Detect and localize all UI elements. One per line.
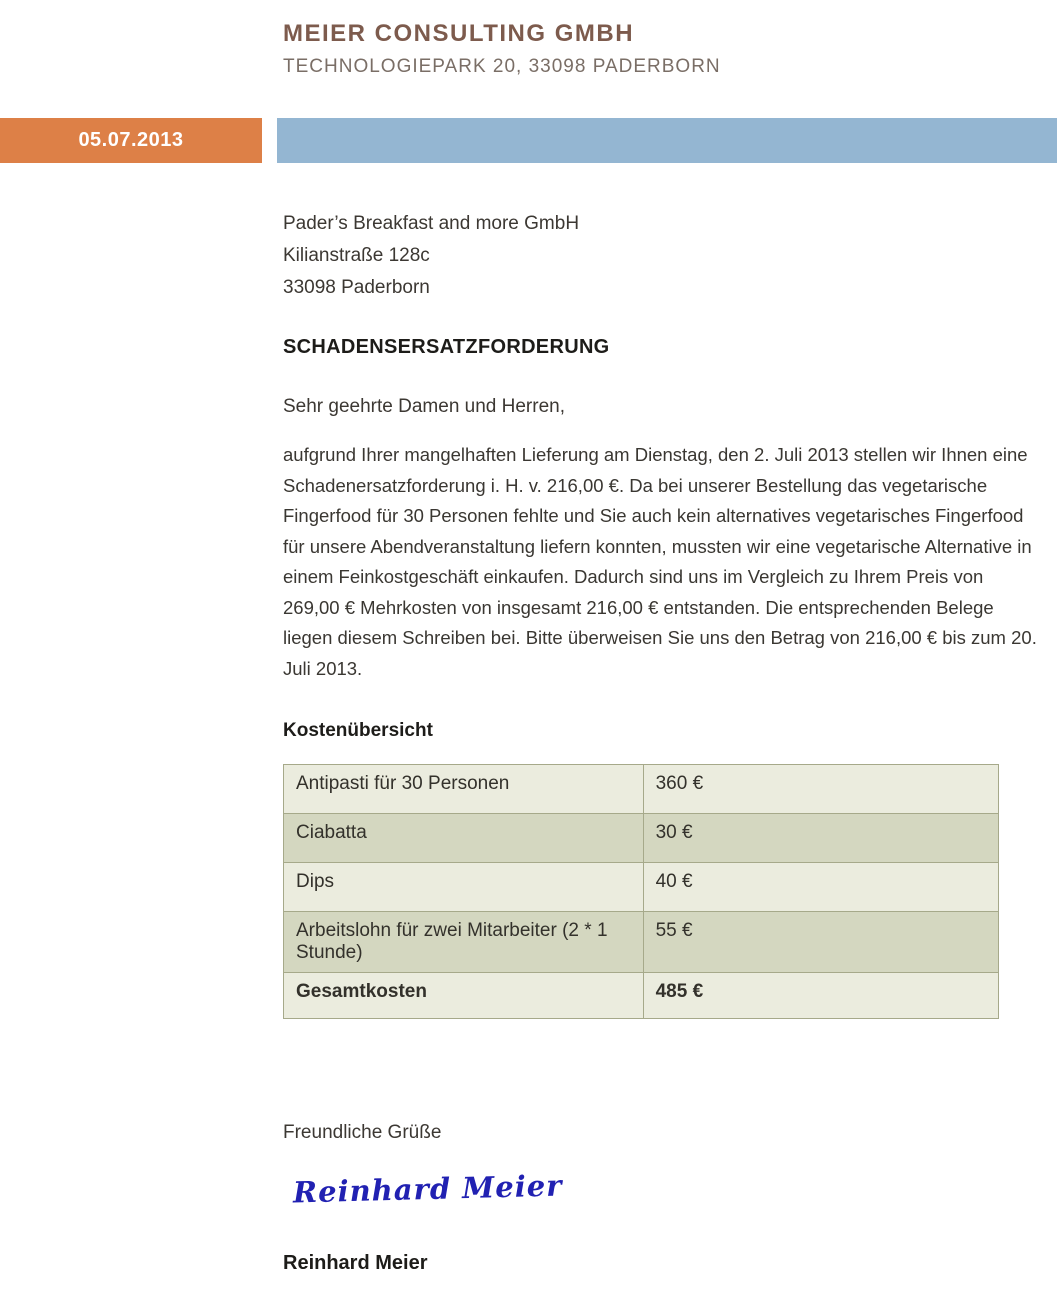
cost-item-value: 55 €	[643, 912, 998, 973]
recipient-line-1: Pader’s Breakfast and more GmbH	[283, 213, 580, 234]
table-row	[284, 912, 999, 973]
cost-item-value: 40 €	[643, 863, 998, 912]
recipient-line-2: Kilianstraße 128c	[283, 245, 430, 266]
company-address: TECHNOLOGIEPARK 20, 33098 PADERBORN	[283, 56, 721, 77]
letter-date: 05.07.2013	[78, 129, 184, 151]
recipient-address-block	[283, 208, 579, 304]
cost-table	[283, 764, 999, 1019]
cost-total-label: Gesamtkosten	[284, 973, 644, 1019]
cost-item-label: Dips	[284, 863, 644, 912]
table-row	[284, 863, 999, 912]
date-box	[0, 118, 262, 163]
cost-total-value: 485 €	[643, 973, 998, 1019]
cost-item-label: Ciabatta	[284, 814, 644, 863]
salutation: Sehr geehrte Damen und Herren,	[283, 396, 565, 417]
recipient-line-3: 33098 Paderborn	[283, 277, 430, 298]
table-row-total	[284, 973, 999, 1019]
table-row	[284, 814, 999, 863]
cost-overview-heading: Kostenübersicht	[283, 720, 433, 741]
company-name: MEIER CONSULTING GMBH	[283, 20, 635, 47]
handwritten-signature: Reinhard Meier	[292, 1168, 563, 1210]
cost-item-label: Antipasti für 30 Personen	[284, 765, 644, 814]
cost-item-label: Arbeitslohn für zwei Mitarbeiter (2 * 1 Stunde)	[284, 912, 644, 973]
subject-line: SCHADENSERSATZFORDERUNG	[283, 336, 610, 358]
table-row	[284, 765, 999, 814]
decorative-blue-band	[277, 118, 1057, 163]
signature-printed-name: Reinhard Meier	[283, 1252, 428, 1274]
cost-item-value: 360 €	[643, 765, 998, 814]
body-paragraph: aufgrund Ihrer mangelhaften Lieferung am Dienstag, den 2. Juli 2013 stellen wir Ihnen eine Schadenersatzforderung i. H. v. 216,00 €. Da bei unserer Bestellung das vegetarische Fingerfood für 30 Personen fehlte und Sie auch kein alternatives vegetarisches Fingerfood für unsere Abendveranstaltung liefern konnten, mussten wir eine vegetarische Alternative in einem Feinkostgeschäft einkaufen. Dadurch sind uns im Vergleich zu Ihrem Preis von 269,00 € Mehrkosten von insgesamt 216,00 € entstanden. Die entsprechenden Belege liegen diesem Schreiben bei. Bitte überweisen Sie uns den Betrag von 216,00 € bis zum 20. Juli 2013.	[283, 444, 1037, 679]
cost-item-value: 30 €	[643, 814, 998, 863]
closing-greeting: Freundliche Grüße	[283, 1122, 442, 1143]
